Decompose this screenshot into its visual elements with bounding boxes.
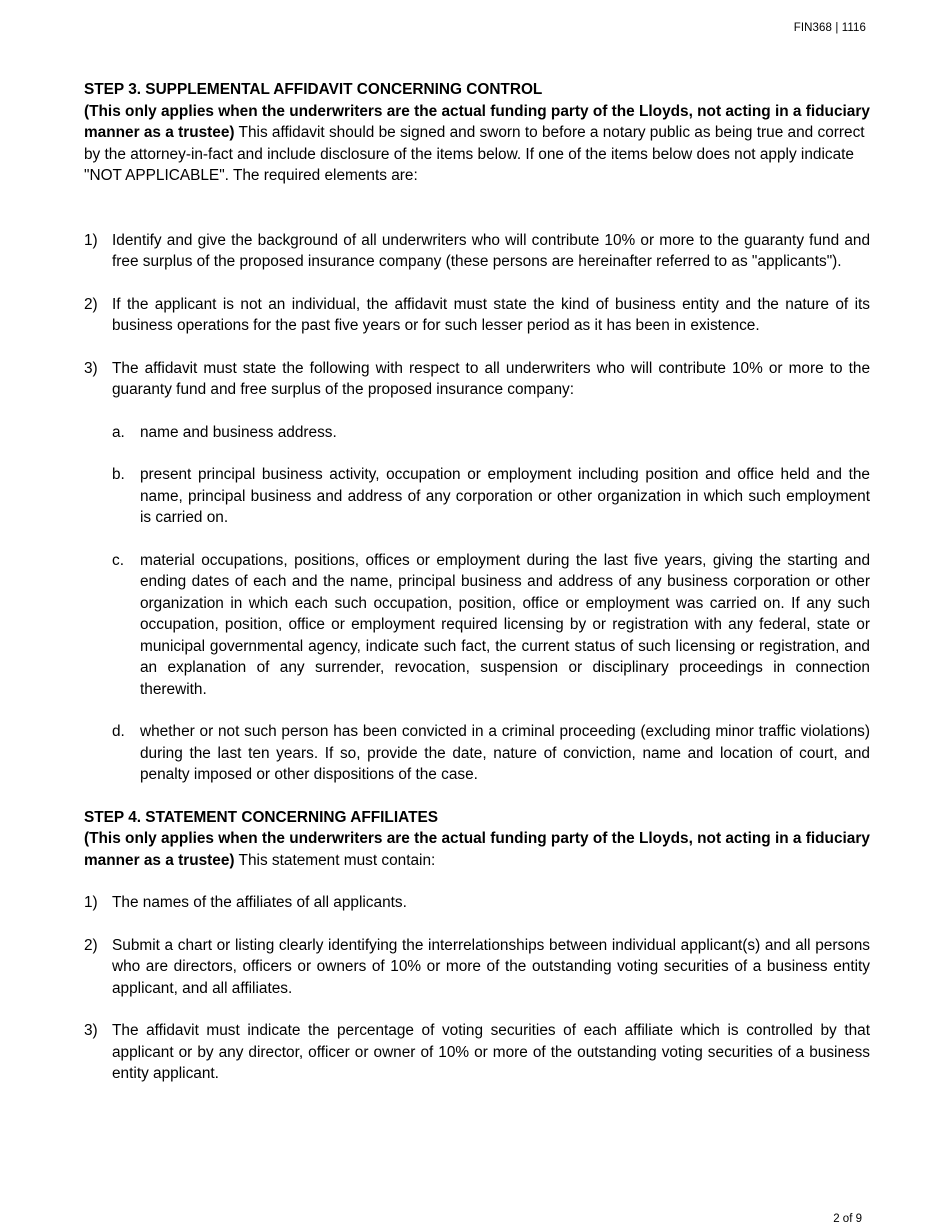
sub-list-item bbox=[84, 550, 870, 701]
list-item-text: Identify and give the background of all underwriters who will contribute 10% or more to the guaranty fund and free surplus of the proposed insurance company (these persons are hereinafter referred to as "applicants"). bbox=[112, 231, 870, 270]
sub-list-marker: d. bbox=[112, 723, 125, 740]
list-marker: 2) bbox=[84, 295, 98, 313]
list-marker: 3) bbox=[84, 1022, 98, 1039]
page-content bbox=[84, 79, 870, 1085]
page-number: 2 of 9 bbox=[833, 1213, 862, 1225]
sub-list-item-text: whether or not such person has been convicted in a criminal proceeding (excluding minor traffic violations) during the last ten years. If so, provide the date, nature of conviction, name and location of court, and penalty imposed or other dispositions of the case. bbox=[140, 723, 870, 783]
step4-intro bbox=[84, 828, 870, 871]
list-item bbox=[84, 1020, 870, 1085]
step4-list bbox=[84, 892, 870, 1085]
sub-list-marker: a. bbox=[112, 423, 125, 441]
list-item-text: If the applicant is not an individual, the affidavit must state the kind of business entity and the nature of its business operations for the past five years or for such lesser period as it has been in existence. bbox=[112, 295, 870, 334]
step3-title: STEP 3. SUPPLEMENTAL AFFIDAVIT CONCERNING CONTROL bbox=[84, 81, 543, 98]
step3-sublist bbox=[84, 422, 870, 786]
list-item-text: The names of the affiliates of all applicants. bbox=[112, 894, 407, 911]
step4-section bbox=[84, 807, 870, 1085]
list-item bbox=[84, 358, 870, 401]
sub-list-item bbox=[84, 464, 870, 529]
list-marker: 3) bbox=[84, 359, 98, 377]
sub-list-marker: b. bbox=[112, 466, 125, 483]
list-marker: 1) bbox=[84, 894, 98, 911]
sub-list-marker: c. bbox=[112, 551, 124, 569]
step3-list bbox=[84, 230, 870, 401]
list-item bbox=[84, 294, 870, 337]
step3-section bbox=[84, 79, 870, 786]
sub-list-item-text: name and business address. bbox=[140, 423, 337, 441]
list-item bbox=[84, 230, 870, 273]
step3-qualifier: (This only applies when the underwriters are the actual funding party of the Lloyds, not acting in a fiduciary manner as a trustee) bbox=[84, 102, 870, 141]
step3-intro-text: This affidavit should be signed and sworn to before a notary public as being true and correct by the attorney-in-fact and include disclosure of the items below. If one of the items below does not apply indicate "NOT APPLICABLE". The required elements are: bbox=[84, 124, 865, 184]
list-item-text: The affidavit must state the following with respect to all underwriters who will contribute 10% or more to the guaranty fund and free surplus of the proposed insurance company: bbox=[112, 359, 870, 398]
list-marker: 1) bbox=[84, 231, 98, 249]
list-item bbox=[84, 935, 870, 1000]
sub-list-item bbox=[84, 422, 870, 444]
step4-title: STEP 4. STATEMENT CONCERNING AFFILIATES bbox=[84, 808, 438, 826]
sub-list-item bbox=[84, 721, 870, 786]
form-code: FIN368 | 1116 bbox=[793, 22, 866, 34]
list-marker: 2) bbox=[84, 936, 98, 954]
sub-list-item-text: present principal business activity, occupation or employment including position and office held and the name, principal business and address of any corporation or other organization in which such employment is carried on. bbox=[140, 466, 870, 526]
step4-qualifier: (This only applies when the underwriters are the actual funding party of the Lloyds, not acting in a fiduciary manner as a trustee) bbox=[84, 830, 870, 869]
step3-intro bbox=[84, 101, 870, 187]
list-item-text: Submit a chart or listing clearly identifying the interrelationships between individual applicant(s) and all persons who are directors, officers or owners of 10% or more of the outstanding voting securities of a business entity applicant, and all affiliates. bbox=[112, 936, 870, 997]
list-item-text: The affidavit must indicate the percentage of voting securities of each affiliate which is controlled by that applicant or by any director, officer or owner of 10% or more of the outstanding voting securities of a business entity applicant. bbox=[112, 1022, 870, 1082]
step4-intro-text: This statement must contain: bbox=[234, 851, 436, 869]
sub-list-item-text: material occupations, positions, offices or employment during the last five years, giving the starting and ending dates of each and the name, principal business and address of any business corporation or other organization in which each such occupation, position, office or employment was carried on. If any such occupation, position, office or employment required licensing by or registration with any federal, state or municipal governmental agency, indicate such fact, the current status of such licensing or registration, and an explanation of any surrender, revocation, suspension or disciplinary proceedings in connection therewith. bbox=[140, 551, 870, 698]
list-item bbox=[84, 892, 870, 914]
